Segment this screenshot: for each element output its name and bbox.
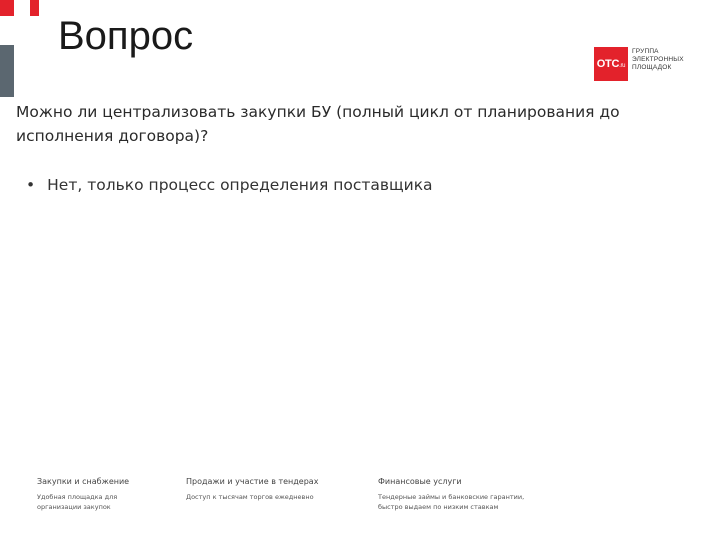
- answer-list: [26, 174, 433, 196]
- question-text: Можно ли централизовать закупки БУ (полный цикл от планирования до исполнения договора)?: [16, 103, 620, 145]
- answer-item: • Нет, только процесс определения поставщика: [26, 176, 433, 194]
- gray-accent-bar: [0, 45, 14, 97]
- otc-logo: [594, 47, 684, 81]
- footer-desc: Доступ к тысячам торгов ежедневно: [186, 493, 314, 501]
- otc-logo-mark: OTC.ru: [594, 47, 628, 81]
- footer-section-purchasing: [37, 476, 129, 512]
- slide-title: Вопрос: [58, 14, 194, 58]
- red-accent-bar: [0, 0, 14, 16]
- footer-title: Финансовые услуги: [378, 477, 462, 486]
- footer-title: Продажи и участие в тендерах: [186, 477, 319, 486]
- footer-desc: Удобная площадка для организации закупок: [37, 493, 118, 511]
- footer-section-sales: [186, 476, 318, 502]
- red-accent-bar-small: [30, 0, 39, 16]
- bullet-icon: •: [26, 176, 36, 194]
- footer-title: Закупки и снабжение: [37, 477, 130, 486]
- footer-section-finance: [378, 476, 524, 512]
- otc-logo-text: ГРУППА ЭЛЕКТРОННЫХ ПЛОЩАДОК: [632, 48, 684, 71]
- footer-desc: Тендерные займы и банковские гарантии, быстро выдаем по низким ставкам: [378, 493, 525, 511]
- footer: [37, 476, 697, 516]
